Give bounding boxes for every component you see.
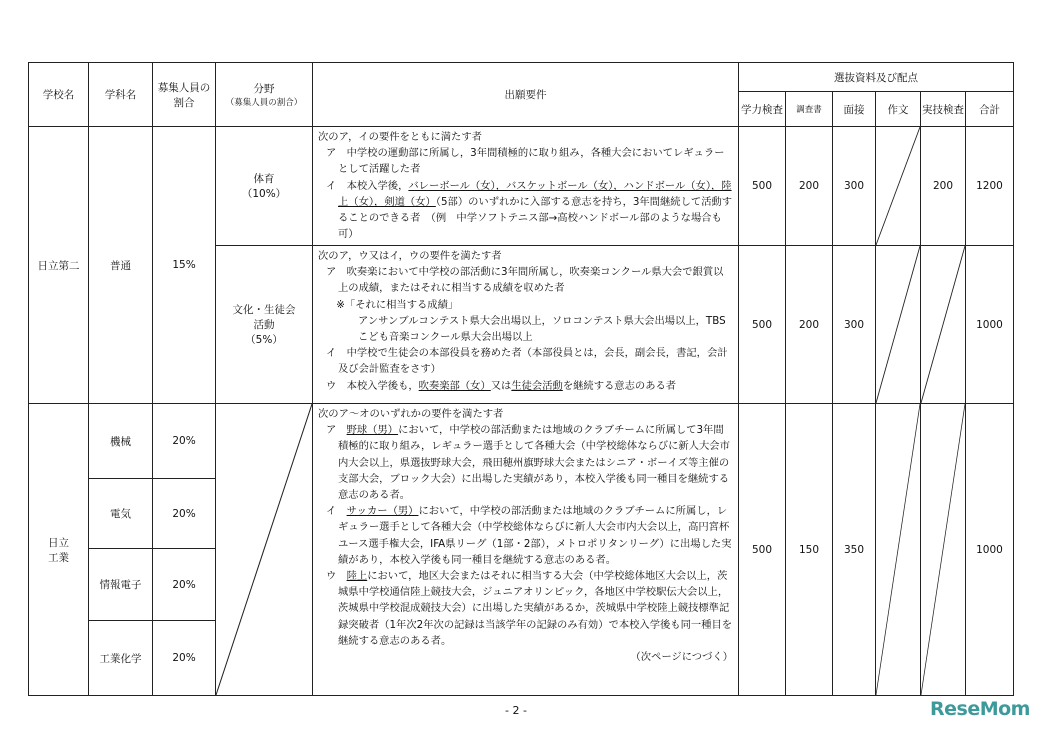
school-name: 日立工業: [29, 404, 89, 696]
header-field-sub: （募集人員の割合）: [225, 98, 303, 108]
requirement-paragraph: [318, 313, 733, 345]
not-applicable-slash: [876, 127, 920, 245]
requirement-text: を継続する意志のある者: [562, 379, 677, 392]
field-cell: [216, 404, 313, 696]
requirement-paragraph: [326, 345, 733, 377]
score-chosasho: 200: [786, 127, 833, 246]
school-name: 日立第二: [29, 127, 89, 404]
header-field: [216, 63, 313, 127]
dept-ratio: 20%: [153, 404, 216, 479]
score-total: 1000: [966, 246, 1014, 404]
score-mensetsu: 350: [833, 404, 876, 696]
requirement-text: （次ページにつづく）: [630, 651, 733, 664]
requirement-paragraph: [318, 129, 733, 145]
not-applicable-slash: [921, 404, 965, 695]
underlined-text: バレーボール（女），バスケットボール（女），ハンドボール（女），陸上（女），剣道（女）: [338, 179, 732, 208]
dept-name: 電気: [89, 479, 153, 549]
score-gakuryoku: 500: [739, 246, 786, 404]
requirement-text: （5部）のいずれかに入部する意志を持ち，3年間継続して活動することのできる者 （例 中学ソフトテニス部→高校ハンドボール部のような場合も可）: [338, 195, 733, 241]
score-jitsugi: 200: [921, 127, 966, 246]
underlined-text: 陸上: [346, 570, 368, 583]
requirement-text: 次のア～オのいずれかの要件を満たす者: [318, 408, 504, 420]
header-mensetsu: 面接: [833, 92, 876, 127]
score-total: 1000: [966, 404, 1014, 696]
not-applicable-slash: [876, 404, 920, 695]
score-total: 1200: [966, 127, 1014, 246]
header-ratio: 募集人員の割合: [153, 63, 216, 127]
requirement-paragraph: [326, 503, 733, 568]
requirement-text: 次のア，イの要件をともに満たす者: [318, 131, 482, 143]
requirement-text: 又は: [490, 379, 512, 392]
underlined-text: 野球（男）: [346, 424, 399, 437]
score-jitsugi: [921, 404, 966, 696]
header-gakuryoku: 学力検査: [739, 92, 786, 127]
field-cell: [216, 127, 313, 246]
requirement-paragraph: [326, 378, 733, 394]
requirements: [313, 127, 739, 246]
requirement-text: ※「それに相当する成績」: [326, 298, 459, 311]
header-chosasho: 調査書: [786, 92, 833, 127]
header-selection: 選抜資料及び配点: [739, 63, 1014, 92]
underlined-text: サッカー（男）: [346, 505, 419, 518]
score-sakubun: [876, 127, 921, 246]
requirement-text: ウ: [326, 570, 347, 583]
score-chosasho: 150: [786, 404, 833, 696]
dept-name: 情報電子: [89, 549, 153, 621]
dept-name: 工業化学: [89, 621, 153, 696]
requirement-text: アンサンブルコンテスト県大会出場以上，ソロコンテスト県大会出場以上，TBSこども音楽コンクール県大会出場以上: [358, 314, 726, 344]
header-school: 学校名: [29, 63, 89, 127]
not-applicable-slash: [216, 404, 312, 695]
not-applicable-slash: [921, 246, 965, 403]
dept-ratio: 20%: [153, 621, 216, 696]
requirements: [313, 246, 739, 404]
dept-name: 普通: [89, 127, 153, 404]
requirement-paragraph: [326, 264, 733, 296]
requirement-paragraph: [326, 178, 733, 243]
field-name: 体育: [253, 173, 275, 185]
score-gakuryoku: 500: [739, 404, 786, 696]
requirement-text: イ 本校入学後，: [326, 179, 409, 192]
header-total: 合計: [966, 92, 1014, 127]
field-pct: （5%）: [245, 334, 283, 346]
resemom-logo: ReseMom: [930, 698, 1030, 720]
underlined-text: 吹奏楽部（女）: [418, 379, 491, 392]
score-jitsugi: [921, 246, 966, 404]
score-mensetsu: 300: [833, 127, 876, 246]
score-gakuryoku: 500: [739, 127, 786, 246]
dept-name: 機械: [89, 404, 153, 479]
dept-ratio: 20%: [153, 549, 216, 621]
score-chosasho: 200: [786, 246, 833, 404]
requirement-text: 次のア，ウ又はイ，ウの要件を満たす者: [318, 250, 502, 262]
requirement-text: イ: [326, 505, 347, 518]
requirement-text: において，中学校の部活動または地域のクラブチームに所属して3年間積極的に取り組み，レギュラー選手として各種大会（中学校総体ならびに新人大会市内大会以上，県選抜野球大会，飛田穂州旗野球大会またはシニア・ボーイズ等主催の支部大会，ブロック大会）に出場した実績があり，本校入学後も同一種目を継続する意志のある者。: [338, 424, 730, 502]
score-sakubun: [876, 404, 921, 696]
header-sakubun: 作文: [876, 92, 921, 127]
requirement-text: において，地区大会またはそれに相当する大会（中学校総体地区大会以上，茨城県中学校通信陸上競技大会，ジュニアオリンピック，各地区中学校駅伝大会以上，茨城県中学校混成競技大会）に出場した実績があるか，茨城県中学校陸上競技標準記録突破者（1年次2年次の記録は当該学年の記録のみ有効）で本校入学後も同一種目を継続する意志のある者。: [338, 570, 733, 647]
field-name: 文化・生徒会活動: [232, 304, 296, 331]
requirement-paragraph: [326, 145, 733, 177]
underlined-text: 生徒会活動: [511, 379, 563, 392]
header-field-label: 分野: [253, 83, 275, 95]
requirement-text: ア 吹奏楽において中学校の部活動に3年間所属し，吹奏楽コンクール県大会で銀賞以上の成績，またはそれに相当する成績を収めた者: [326, 266, 724, 295]
selection-table: [28, 62, 1014, 696]
not-applicable-slash: [876, 246, 920, 403]
requirements: [313, 404, 739, 696]
requirement-paragraph: [326, 422, 733, 503]
requirement-paragraph: [318, 649, 733, 665]
header-dept: 学科名: [89, 63, 153, 127]
requirement-paragraph: [326, 568, 733, 649]
score-mensetsu: 300: [833, 246, 876, 404]
requirement-text: ア: [326, 424, 347, 437]
requirement-text: イ 中学校で生徒会の本部役員を務めた者（本部役員とは，会長，副会長，書記，会計及び会計監査をさす）: [326, 347, 728, 376]
requirement-text: ウ 本校入学後も，: [326, 379, 419, 392]
field-pct: （10%）: [241, 188, 287, 200]
header-jitsugi: 実技検査: [921, 92, 966, 127]
requirement-text: ア 中学校の運動部に所属し，3年間積極的に取り組み，各種大会においてレギュラーとして活躍した者: [326, 147, 725, 176]
requirement-paragraph: [318, 406, 733, 422]
dept-ratio: 20%: [153, 479, 216, 549]
requirement-text: において，中学校の部活動または地域のクラブチームに所属し，レギュラー選手として各種大会（中学校総体ならびに新人大会市内大会以上，高円宮杯ユース選手権大会，IFA県リーグ（1部・2部），メトロポリタンリーグ）に出場した実績があり，本校入学後も同一種目を継続する意志のある者。: [338, 505, 732, 566]
requirement-paragraph: [326, 297, 733, 313]
header-requirements: 出願要件: [313, 63, 739, 127]
field-cell: [216, 246, 313, 404]
requirement-paragraph: [318, 248, 733, 264]
dept-ratio: 15%: [153, 127, 216, 404]
page-number: - 2 -: [505, 704, 527, 717]
score-sakubun: [876, 246, 921, 404]
